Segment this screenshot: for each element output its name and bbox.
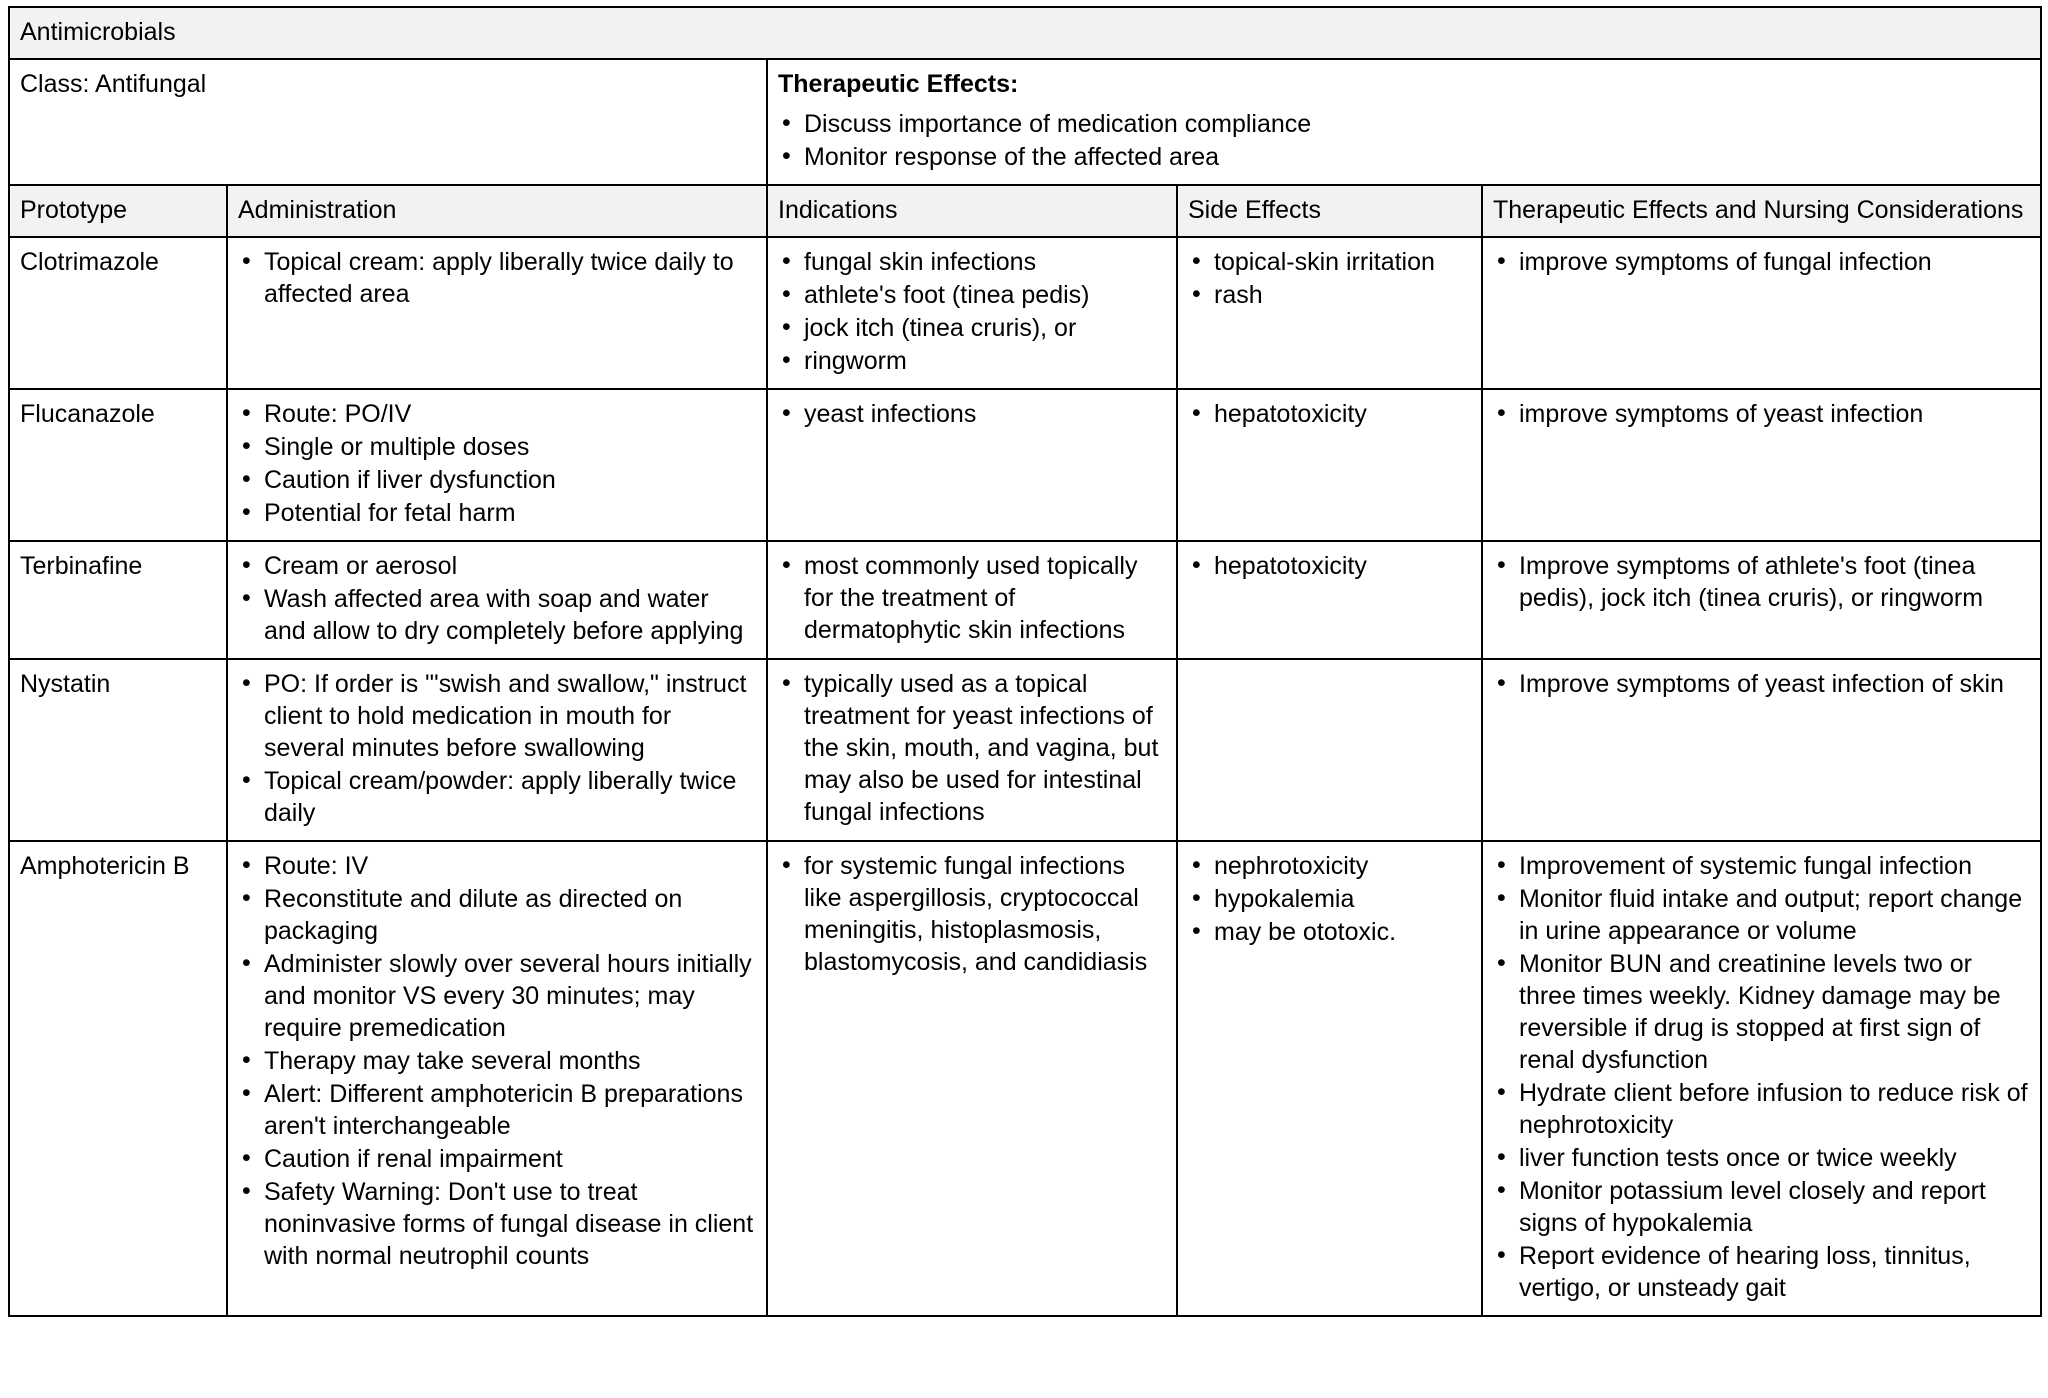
list-item: • nephrotoxicity	[1188, 850, 1471, 882]
list-item: • Monitor potassium level closely and report signs of hypokalemia	[1493, 1175, 2030, 1239]
list-item: • Topical cream: apply liberally twice daily to affected area	[238, 246, 756, 310]
list-item: • yeast infections	[778, 398, 1166, 430]
column-header-row	[9, 185, 2041, 237]
side-effects-list	[1188, 398, 1471, 430]
cell-therapeutic-effects	[1482, 659, 2041, 841]
indications-list	[778, 550, 1166, 646]
list-item: • improve symptoms of yeast infection	[1493, 398, 2030, 430]
prototype-name: Amphotericin B	[20, 852, 190, 880]
cell-side-effects	[1177, 389, 1482, 541]
list-item: • topical-skin irritation	[1188, 246, 1471, 278]
list-item: • Improve symptoms of athlete's foot (tinea pedis), jock itch (tinea cruris), or ringworm	[1493, 550, 2030, 614]
list-item: • improve symptoms of fungal infection	[1493, 246, 2030, 278]
cell-indications	[767, 541, 1177, 659]
indications-list	[778, 850, 1166, 978]
list-item: • liver function tests once or twice weekly	[1493, 1142, 2030, 1174]
therapeutic-effects-title: Therapeutic Effects:	[778, 70, 1019, 98]
list-item: • athlete's foot (tinea pedis)	[778, 279, 1166, 311]
indications-list	[778, 398, 1166, 430]
class-band-row	[9, 59, 2041, 185]
list-item: • hepatotoxicity	[1188, 550, 1471, 582]
side-effects-list	[1188, 246, 1471, 311]
administration-list	[238, 850, 756, 1272]
therapeutic-list	[1493, 398, 2030, 430]
banner-row	[9, 7, 2041, 59]
table-row	[9, 237, 2041, 389]
list-item: • fungal skin infections	[778, 246, 1166, 278]
list-item: • Alert: Different amphotericin B preparations aren't interchangeable	[238, 1078, 756, 1142]
table-row	[9, 541, 2041, 659]
administration-list	[238, 398, 756, 529]
therapeutic-list	[1493, 668, 2030, 700]
cell-indications	[767, 841, 1177, 1316]
cell-side-effects	[1177, 237, 1482, 389]
list-item: • Wash affected area with soap and water and allow to dry completely before applying	[238, 583, 756, 647]
therapeutic-list	[1493, 850, 2030, 1304]
therapeutic-list	[1493, 550, 2030, 614]
list-item: • Route: PO/IV	[238, 398, 756, 430]
list-item: • Potential for fetal harm	[238, 497, 756, 529]
side-effects-list	[1188, 850, 1471, 948]
therapeutic-effects-list	[778, 108, 2030, 173]
cell-administration	[227, 237, 767, 389]
therapeutic-effects-block	[767, 59, 2041, 185]
list-item: • hypokalemia	[1188, 883, 1471, 915]
administration-list	[238, 668, 756, 829]
list-item: • rash	[1188, 279, 1471, 311]
cell-side-effects	[1177, 659, 1482, 841]
list-item: • PO: If order is "'swish and swallow," instruct client to hold medication in mouth for several minutes before swallowing	[238, 668, 756, 764]
cell-therapeutic-effects	[1482, 541, 2041, 659]
list-item: • hepatotoxicity	[1188, 398, 1471, 430]
list-item: • Improve symptoms of yeast infection of skin	[1493, 668, 2030, 700]
cell-prototype	[9, 237, 227, 389]
list-item: • Improvement of systemic fungal infection	[1493, 850, 2030, 882]
cell-indications	[767, 389, 1177, 541]
indications-list	[778, 246, 1166, 377]
indications-list	[778, 668, 1166, 828]
cell-administration	[227, 841, 767, 1316]
administration-list	[238, 246, 756, 310]
side-effects-list	[1188, 550, 1471, 582]
prototype-name: Nystatin	[20, 670, 111, 698]
list-item: • Discuss importance of medication compliance	[778, 108, 2030, 140]
list-item: • Cream or aerosol	[238, 550, 756, 582]
cell-administration	[227, 541, 767, 659]
prototype-name: Clotrimazole	[20, 248, 159, 276]
list-item: • Single or multiple doses	[238, 431, 756, 463]
column-header-therapeutic-effects: Therapeutic Effects and Nursing Considerations	[1482, 185, 2041, 237]
prototype-name: Flucanazole	[20, 400, 155, 428]
cell-administration	[227, 659, 767, 841]
cell-side-effects	[1177, 841, 1482, 1316]
list-item: • Monitor BUN and creatinine levels two or three times weekly. Kidney damage may be reversible if drug is stopped at first sign of renal dysfunction	[1493, 948, 2030, 1076]
list-item: • Monitor fluid intake and output; report change in urine appearance or volume	[1493, 883, 2030, 947]
class-label: Class: Antifungal	[9, 59, 767, 185]
list-item: • Caution if liver dysfunction	[238, 464, 756, 496]
cell-prototype	[9, 389, 227, 541]
list-item: • jock itch (tinea cruris), or	[778, 312, 1166, 344]
therapeutic-list	[1493, 246, 2030, 278]
list-item: • Report evidence of hearing loss, tinnitus, vertigo, or unsteady gait	[1493, 1240, 2030, 1304]
list-item: • Safety Warning: Don't use to treat noninvasive forms of fungal disease in client with normal neutrophil counts	[238, 1176, 756, 1272]
list-item: • ringworm	[778, 345, 1166, 377]
list-item: • for systemic fungal infections like aspergillosis, cryptococcal meningitis, histoplasmosis, blastomycosis, and candidiasis	[778, 850, 1166, 978]
antifungal-drug-table	[8, 6, 2042, 1317]
list-item: • Topical cream/powder: apply liberally twice daily	[238, 765, 756, 829]
cell-prototype	[9, 659, 227, 841]
table-row	[9, 841, 2041, 1316]
list-item: • Hydrate client before infusion to reduce risk of nephrotoxicity	[1493, 1077, 2030, 1141]
table-row	[9, 659, 2041, 841]
list-item: • Therapy may take several months	[238, 1045, 756, 1077]
list-item: • typically used as a topical treatment for yeast infections of the skin, mouth, and vagina, but may also be used for intestinal fungal infections	[778, 668, 1166, 828]
table-row	[9, 389, 2041, 541]
cell-administration	[227, 389, 767, 541]
column-header-prototype: Prototype	[9, 185, 227, 237]
column-header-indications: Indications	[767, 185, 1177, 237]
list-item: • Route: IV	[238, 850, 756, 882]
cell-prototype	[9, 841, 227, 1316]
list-item: • Reconstitute and dilute as directed on packaging	[238, 883, 756, 947]
list-item: • may be ototoxic.	[1188, 916, 1471, 948]
cell-therapeutic-effects	[1482, 389, 2041, 541]
cell-indications	[767, 237, 1177, 389]
column-header-administration: Administration	[227, 185, 767, 237]
administration-list	[238, 550, 756, 647]
column-header-side-effects: Side Effects	[1177, 185, 1482, 237]
cell-prototype	[9, 541, 227, 659]
list-item: • Administer slowly over several hours initially and monitor VS every 30 minutes; may require premedication	[238, 948, 756, 1044]
cell-therapeutic-effects	[1482, 237, 2041, 389]
cell-indications	[767, 659, 1177, 841]
list-item: • Monitor response of the affected area	[778, 141, 2030, 173]
list-item: • Caution if renal impairment	[238, 1143, 756, 1175]
table-banner-title: Antimicrobials	[9, 7, 2041, 59]
cell-therapeutic-effects	[1482, 841, 2041, 1316]
list-item: • most commonly used topically for the treatment of dermatophytic skin infections	[778, 550, 1166, 646]
prototype-name: Terbinafine	[20, 552, 143, 580]
cell-side-effects	[1177, 541, 1482, 659]
